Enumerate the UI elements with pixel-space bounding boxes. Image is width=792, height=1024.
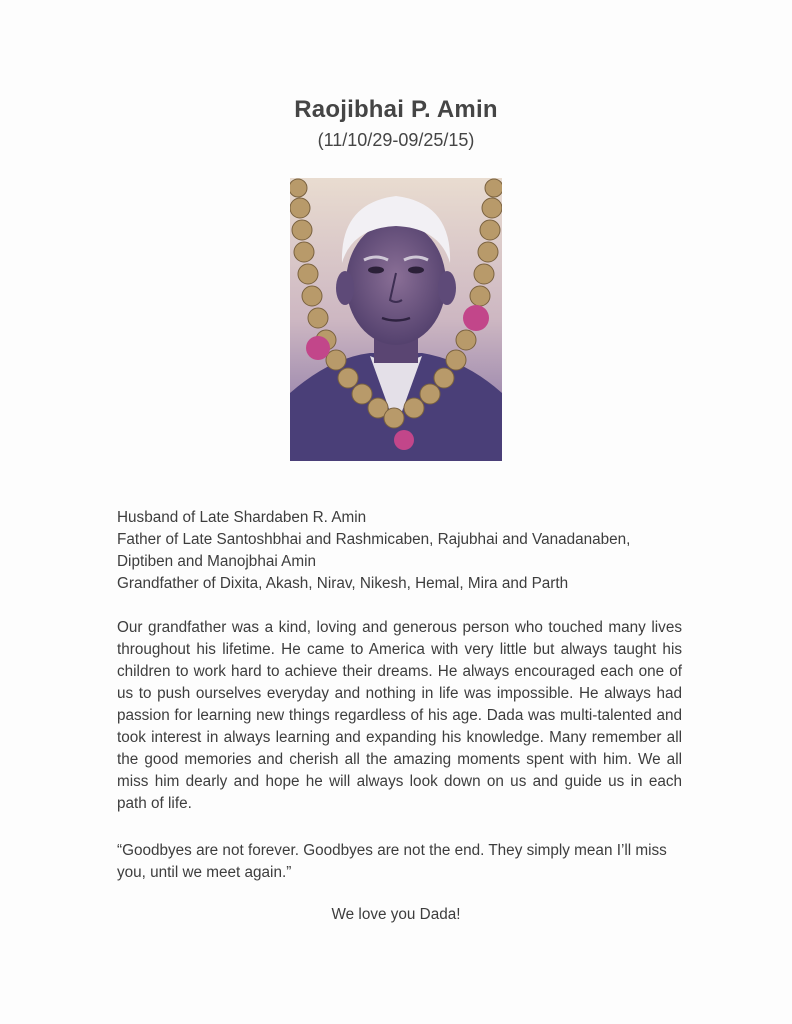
family-line-husband: Husband of Late Shardaben R. Amin — [117, 509, 367, 526]
tribute-paragraph: Our grandfather was a kind, loving and generous person who touched many lives throughout his lifetime. He came to America with very little but always taught his children to work hard to achieve their dreams. He always encouraged each one of us to push ourselves everyday and nothing in life was impossible. He always had passion for learning new things regardless of his age. Dada was multi-talented and took interest in always learning and expanding his knowledge. Many remember all the good memories and cherish all the amazing moments spent with him. We all miss him dearly and hope he will always look down on us and guide us in each path of life. — [117, 619, 682, 812]
family-line-father: Father of Late Santoshbhai and Rashmicaben, Rajubhai and Vanadanaben, — [117, 531, 631, 548]
portrait-photo — [290, 178, 502, 461]
life-dates: (11/10/29-09/25/15) — [317, 130, 475, 150]
closing-line: We love you Dada! — [331, 906, 461, 923]
family-line-father-cont: Diptiben and Manojbhai Amin — [117, 553, 316, 570]
family-line-grandfather: Grandfather of Dixita, Akash, Nirav, Nikesh, Hemal, Mira and Parth — [117, 575, 569, 592]
family-section — [117, 507, 682, 595]
page-title: Raojibhai P. Amin — [294, 96, 498, 123]
quote-paragraph: “Goodbyes are not forever. Goodbyes are not the end. They simply mean I’ll miss you, until we meet again.” — [117, 842, 667, 881]
